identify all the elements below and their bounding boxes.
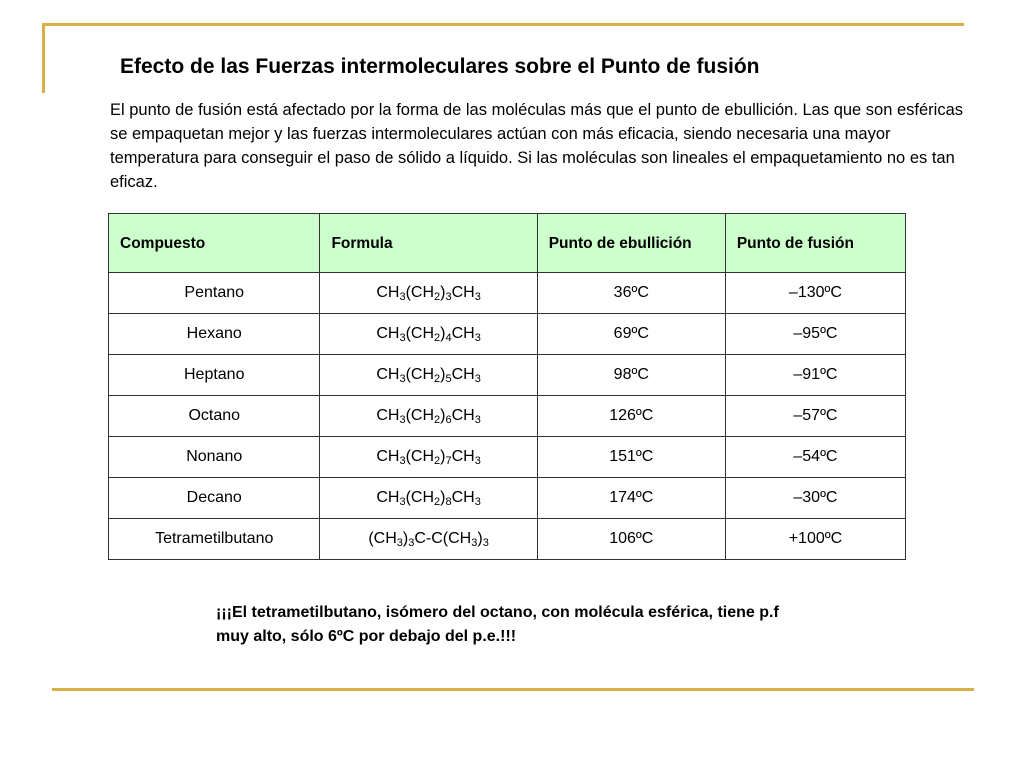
table-row: [109, 519, 906, 560]
left-rule: [42, 23, 45, 93]
melting-point: –30ºC: [725, 478, 905, 519]
data-table: [108, 213, 906, 560]
conclusion-note: ¡¡¡El tetrametilbutano, isómero del octano, con molécula esférica, tiene p.f muy alto, sólo 6ºC por debajo del p.e.!!!: [216, 604, 779, 645]
table-row: [109, 478, 906, 519]
header-compound: Compuesto: [109, 214, 320, 273]
melting-point: –57ºC: [725, 396, 905, 437]
compound-name: Decano: [109, 478, 320, 519]
boiling-point: 36ºC: [537, 273, 725, 314]
table-row: [109, 273, 906, 314]
formula-cell: $CH_3(CH_2)_3CH_3$: [320, 273, 537, 314]
boiling-point: 126ºC: [537, 396, 725, 437]
header-boiling-point: Punto de ebullición: [537, 214, 725, 273]
compound-name: Heptano: [109, 355, 320, 396]
table-row: [109, 437, 906, 478]
boiling-point: 98ºC: [537, 355, 725, 396]
melting-point: –95ºC: [725, 314, 905, 355]
bottom-rule: [52, 688, 974, 691]
intro-paragraph: El punto de fusión está afectado por la forma de las moléculas más que el punto de ebullición. Las que son esféricas se empaquetan mejor y las fuerzas intermoleculares actúan con más eficacia, siendo necesaria una mayor temperatura para conseguir el paso de sólido a líquido. Si las moléculas son lineales el empaquetamiento no es tan eficaz.: [110, 101, 964, 191]
melting-point: –130ºC: [725, 273, 905, 314]
compound-name: Tetrametilbutano: [109, 519, 320, 560]
compound-name: Octano: [109, 396, 320, 437]
table-header-row: [109, 214, 906, 273]
formula-cell: $CH_3(CH_2)_5CH_3$: [320, 355, 537, 396]
formula-cell: $CH_3(CH_2)_8CH_3$: [320, 478, 537, 519]
melting-point: –54ºC: [725, 437, 905, 478]
compound-name: Nonano: [109, 437, 320, 478]
formula-cell: $CH_3(CH_2)_6CH_3$: [320, 396, 537, 437]
melting-point: +100ºC: [725, 519, 905, 560]
header-formula: Formula: [320, 214, 537, 273]
header-melting-point: Punto de fusión: [725, 214, 905, 273]
boiling-point: 106ºC: [537, 519, 725, 560]
boiling-point: 69ºC: [537, 314, 725, 355]
formula-cell: $CH_3(CH_2)_7CH_3$: [320, 437, 537, 478]
compound-name: Hexano: [109, 314, 320, 355]
table-row: [109, 314, 906, 355]
top-rule: [42, 23, 964, 26]
compound-name: Pentano: [109, 273, 320, 314]
boiling-point: 151ºC: [537, 437, 725, 478]
table-row: [109, 355, 906, 396]
boiling-point: 174ºC: [537, 478, 725, 519]
slide-title: Efecto de las Fuerzas intermoleculares sobre el Punto de fusión: [120, 55, 760, 78]
table-row: [109, 396, 906, 437]
formula-cell: $(CH_3)_3C-C(CH_3)_3$: [320, 519, 537, 560]
formula-cell: $CH_3(CH_2)_4CH_3$: [320, 314, 537, 355]
melting-point: –91ºC: [725, 355, 905, 396]
